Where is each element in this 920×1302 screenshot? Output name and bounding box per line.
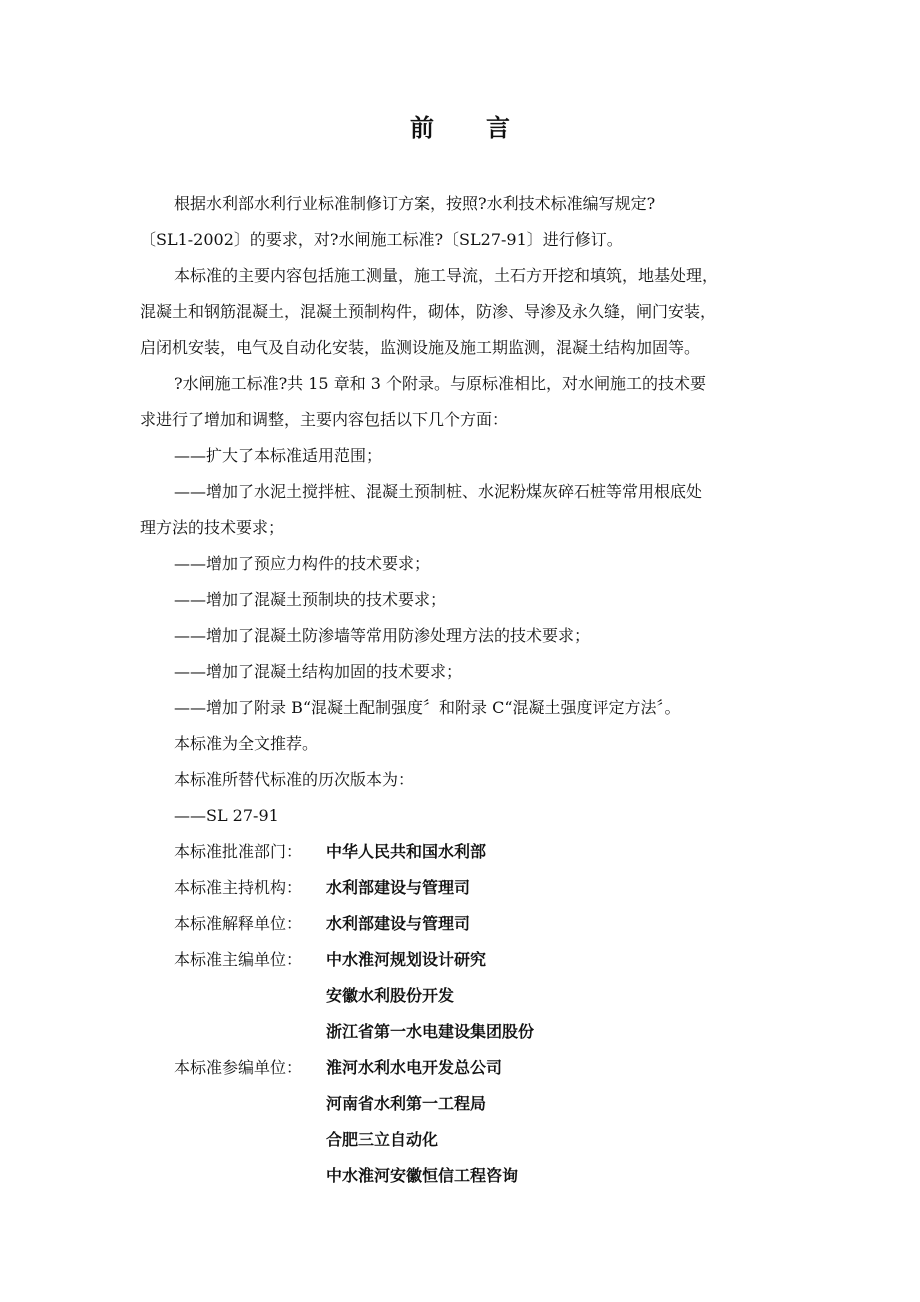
info-value: 合肥三立自动化 [326, 1130, 439, 1149]
text-line: 根据水利部水利行业标准制修订方案，按照?水利技术标准编写规定? [174, 194, 656, 213]
text-line: 〔SL1-2002〕的要求，对?水闸施工标准?〔SL27-91〕进行修订。 [140, 230, 623, 249]
info-value: 水利部建设与管理司 [326, 914, 471, 933]
info-label: 本标准解释单位： [174, 914, 303, 933]
text-line: ?水闸施工标准?共 15 章和 3 个附录。与原标准相比，对水闸施工的技术要 [174, 374, 707, 393]
list-item: ——增加了预应力构件的技术要求； [174, 554, 431, 573]
info-row-chief-editor [140, 942, 780, 978]
list-item: ——增加了混凝土预制块的技术要求； [174, 590, 447, 609]
paragraph-1 [140, 186, 780, 258]
paragraph-recommendation: 本标准为全文推荐。 [174, 734, 319, 753]
info-value: 淮河水利水电开发总公司 [326, 1058, 503, 1077]
text-line: 本标准的主要内容包括施工测量，施工导流，土石方开挖和填筑，地基处理， [174, 266, 719, 285]
list-item: ——增加了混凝土防渗墙等常用防渗处理方法的技术要求； [174, 626, 591, 645]
list-item: ——增加了混凝土结构加固的技术要求； [174, 662, 463, 681]
text-line: 混凝土和钢筋混凝土，混凝土预制构件，砌体，防渗、导渗及永久缝，闸门安装， [140, 302, 717, 321]
text-line: 求进行了增加和调整，主要内容包括以下几个方面： [140, 410, 509, 429]
info-value: 河南省水利第一工程局 [326, 1094, 487, 1113]
info-row-approval [140, 834, 780, 870]
info-label: 本标准批准部门： [174, 842, 303, 861]
info-value: 中水淮河安徽恒信工程咨询 [326, 1166, 519, 1185]
info-row-host [140, 870, 780, 906]
document-body [140, 186, 780, 1194]
list-item: ——扩大了本标准适用范围； [174, 446, 383, 465]
info-row-co-editor [140, 1050, 780, 1086]
info-value: 中华人民共和国水利部 [326, 842, 487, 861]
paragraph-previous-versions: 本标准所替代标准的历次版本为： [174, 770, 415, 789]
info-value: 中水淮河规划设计研究 [326, 950, 487, 969]
text-line: ——增加了水泥土搅拌桩、混凝土预制桩、水泥粉煤灰碎石桩等常用根底处 [174, 482, 703, 501]
paragraph-2 [140, 258, 780, 366]
info-value: 安徽水利股份开发 [326, 986, 455, 1005]
text-line: 理方法的技术要求； [140, 518, 285, 537]
info-row-interpretation [140, 906, 780, 942]
info-label: 本标准主持机构： [174, 878, 303, 897]
info-label: 本标准参编单位： [174, 1058, 303, 1077]
page-title: 前言 [410, 114, 562, 142]
list-item [140, 474, 780, 546]
list-item: ——增加了附录 B“混凝土配制强度〞和附录 C“混凝土强度评定方法〞。 [174, 698, 681, 717]
previous-version-item: ——SL 27-91 [174, 806, 279, 825]
paragraph-3 [140, 366, 780, 438]
info-value: 水利部建设与管理司 [326, 878, 471, 897]
text-line: 启闭机安装，电气及自动化安装，监测设施及施工期监测，混凝土结构加固等。 [140, 338, 701, 357]
info-value: 浙江省第一水电建设集团股份 [326, 1022, 535, 1041]
info-label: 本标准主编单位： [174, 950, 303, 969]
